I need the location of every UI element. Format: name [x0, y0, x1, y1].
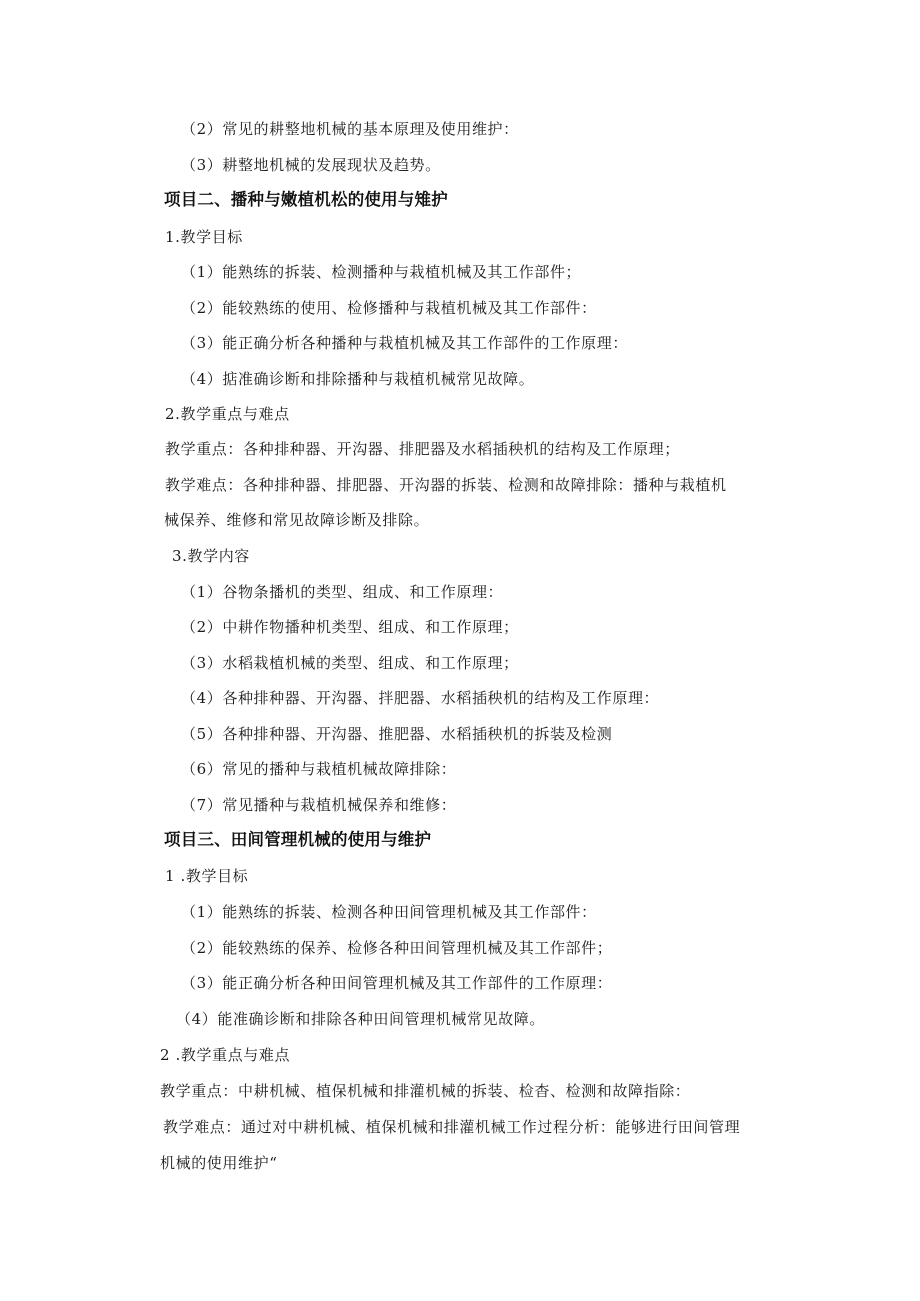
paragraph-key-points: 教学重点：中耕机械、植保机械和排灌机械的拆装、检杳、检测和故障指除：: [160, 1082, 691, 1100]
list-item-tillage-trends: （3）耕整地机械的发展现状及趋势。: [181, 156, 441, 174]
list-item-content: （6）常见的播种与栽植机械故障排除：: [181, 760, 457, 778]
list-item-tillage-principles: （2）常见的耕整地机械的基本原理及使用维护：: [181, 120, 519, 138]
subheading-key-points: 2.教学重点与难点: [165, 405, 290, 423]
list-item-goal: （1）能熟练的拆装、检测播种与栽植机械及其工作部件；: [181, 263, 582, 281]
subheading-teaching-goals: 1 .教学目标: [165, 867, 249, 885]
list-item-goal: （1）能熟练的拆装、检测各种田间管理机械及其工作部件：: [181, 903, 597, 921]
paragraph-difficulties-continued: 械保养、维修和常见故障诊断及排除。: [164, 511, 430, 529]
paragraph-difficulties: 教学难点：通过对中耕机械、植保机械和排灌机械工作过程分析：能够进行田间管理: [163, 1118, 741, 1136]
list-item-goal: （3）能正确分析各种播种与栽植机械及其工作部件的工作原理：: [181, 334, 628, 352]
paragraph-difficulties: 教学难点：各种排种器、排肥器、开沟器的拆装、检测和故障排除：播种与栽植机: [165, 476, 727, 494]
list-item-content: （3）水稻栽植机械的类型、组成、和工作原理；: [181, 654, 519, 672]
paragraph-key-points: 教学重点：各种排种器、开沟器、排肥器及水稻插秧机的结构及工作原理；: [165, 440, 680, 458]
subheading-key-points: 2 .教学重点与难点: [160, 1046, 291, 1064]
list-item-goal: （2）能较熟练的使用、检修播种与栽植机械及其工作部件：: [181, 299, 597, 317]
list-item-goal: （3）能正确分析各种田间管理机械及其工作部件的工作原理：: [181, 974, 613, 992]
list-item-content: （2）中耕作物播种机类型、组成、和工作原理；: [181, 618, 519, 636]
list-item-goal: （2）能较熟练的保养、检修各种田间管理机械及其工作部件；: [181, 939, 613, 957]
list-item-content: （5）各种排种器、开沟器、推肥器、水稻插秧机的拆装及检测: [181, 725, 613, 743]
subheading-teaching-goals: 1.教学目标: [165, 228, 243, 246]
section-heading-project2: 项目二、播种与嫩植机松的使用与雉护: [164, 190, 448, 209]
subheading-teaching-content: 3.教学内容: [172, 547, 250, 565]
list-item-content: （1）谷物条播机的类型、组成、和工作原理：: [181, 583, 504, 601]
list-item-goal: （4）掂准确诊断和排除播种与栽植机械常见故障。: [181, 370, 535, 388]
paragraph-difficulties-continued: 机械的使用维护“: [160, 1154, 278, 1172]
list-item-goal: （4）能准确诊断和排除各种田间管理机械常见故障。: [176, 1010, 545, 1028]
section-heading-project3: 项目三、田间管理机械的使用与维护: [164, 830, 432, 849]
list-item-content: （4）各种排种器、开沟器、拌肥器、水稻插秧机的结构及工作原理：: [181, 689, 660, 707]
list-item-content: （7）常见播种与栽植机械保养和维修：: [181, 796, 457, 814]
